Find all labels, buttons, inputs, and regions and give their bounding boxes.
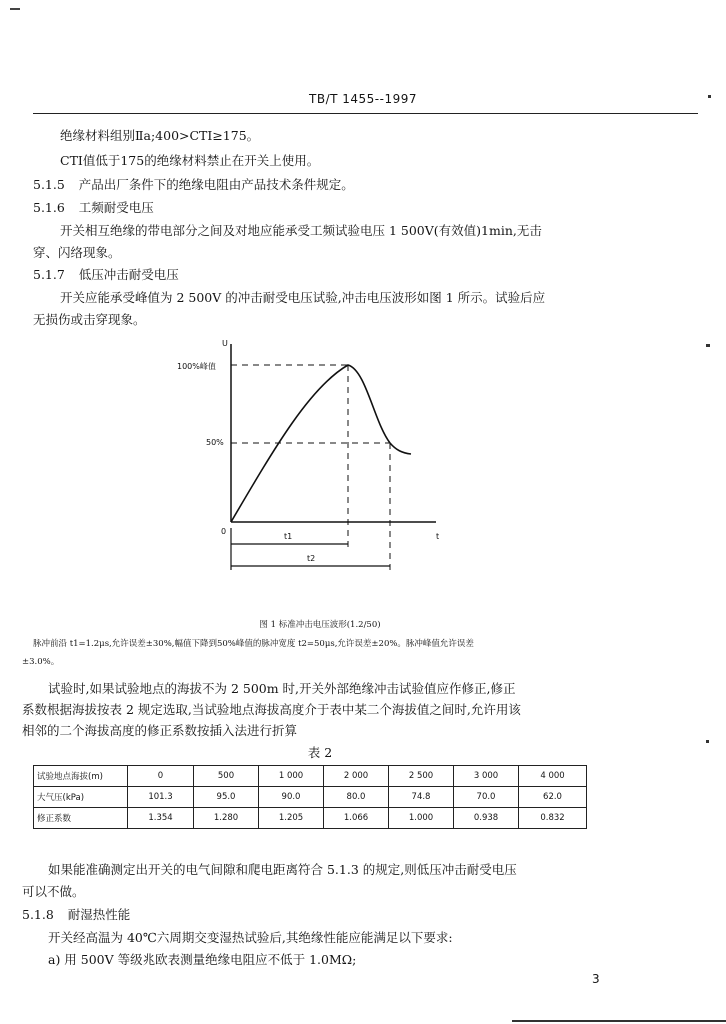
- section-number: 5.1.6: [33, 200, 65, 215]
- altitude-paragraph-line3: 相邻的二个海拔高度的修正系数按插入法进行折算: [22, 723, 298, 738]
- figure-1-caption: 图 1 标准冲击电压波形(1.2/50): [259, 620, 381, 630]
- table-cell: 74.8: [389, 787, 454, 808]
- damp-heat-item-a: a) 用 500V 等级兆欧表测量绝缘电阻应不低于 1.0MΩ;: [48, 952, 357, 967]
- clearance-paragraph-line1: 如果能准确测定出开关的电气间隙和爬电距离符合 5.1.3 的规定,则低压冲击耐受电压: [48, 862, 517, 877]
- table-cell: 101.3: [128, 787, 194, 808]
- table-cell: 0: [128, 766, 194, 787]
- table-cell: 1.205: [259, 808, 324, 829]
- section-title: 工频耐受电压: [78, 200, 154, 215]
- table-cell: 0.938: [454, 808, 519, 829]
- section-title: 耐湿热性能: [67, 907, 131, 922]
- figure-note-line2: ±3.0%。: [22, 657, 60, 667]
- table-cell: 90.0: [259, 787, 324, 808]
- impulse-waveform-figure: [160, 332, 460, 582]
- power-frequency-paragraph-line1: 开关相互绝缘的带电部分之间及对地应能承受工频试验电压 1 500V(有效值)1min,无击: [60, 223, 542, 238]
- half-level-label: 50%: [206, 438, 224, 447]
- table-2-title: 表 2: [307, 745, 333, 760]
- insulation-group-line: 绝缘材料组别Ⅱa;400>CTI≥175。: [60, 128, 260, 143]
- power-frequency-paragraph-line2: 穿、闪络现象。: [33, 245, 121, 260]
- section-5-1-8-heading: [22, 905, 130, 923]
- scan-edge-line: [512, 1020, 726, 1022]
- table-cell: 2 500: [389, 766, 454, 787]
- section-5-1-5: [33, 175, 354, 193]
- table-cell: 2 000: [324, 766, 389, 787]
- origin-label: 0: [221, 527, 227, 536]
- table-cell: 1.000: [389, 808, 454, 829]
- table-cell: 1.280: [194, 808, 259, 829]
- table-cell: 95.0: [194, 787, 259, 808]
- x-axis-label: t: [436, 532, 440, 541]
- altitude-paragraph-line1: 试验时,如果试验地点的海拔不为 2 500m 时,开关外部绝缘冲击试验值应作修正,修正: [48, 681, 516, 696]
- t1-label: t1: [284, 532, 293, 541]
- t2-label: t2: [307, 554, 316, 563]
- impulse-paragraph-line2: 无损伤或击穿现象。: [33, 312, 146, 327]
- row-header-altitude: 试验地点海拔(m): [34, 766, 128, 787]
- altitude-paragraph-line2: 系数根据海拔按表 2 规定选取,当试验地点海拔高度介于表中某二个海拔值之间时,允许用该: [22, 702, 521, 717]
- section-number: 5.1.8: [22, 907, 54, 922]
- section-5-1-6-heading: [33, 198, 154, 216]
- scan-mark-right-3: [706, 740, 709, 743]
- section-number: 5.1.7: [33, 267, 65, 282]
- header-rule: [33, 113, 698, 114]
- table-row-pressure: [34, 787, 587, 808]
- table-cell: 1.354: [128, 808, 194, 829]
- damp-heat-paragraph: 开关经高温为 40℃六周期交变湿热试验后,其绝缘性能应能满足以下要求:: [48, 930, 453, 945]
- peak-level-label: 100%峰值: [177, 362, 216, 371]
- table-cell: 62.0: [519, 787, 587, 808]
- table-cell: 500: [194, 766, 259, 787]
- table-cell: 1.066: [324, 808, 389, 829]
- scan-mark-right-2: [706, 344, 710, 347]
- standard-number-header: TB/T 1455--1997: [309, 92, 417, 106]
- table-cell: 80.0: [324, 787, 389, 808]
- table-cell: 3 000: [454, 766, 519, 787]
- page-number: 3: [592, 972, 600, 986]
- table-cell: 70.0: [454, 787, 519, 808]
- table-cell: 0.832: [519, 808, 587, 829]
- altitude-correction-table: [33, 765, 587, 829]
- table-row-altitude: [34, 766, 587, 787]
- section-text: 产品出厂条件下的绝缘电阻由产品技术条件规定。: [78, 177, 354, 192]
- figure-note-line1: 脉冲前沿 t1=1.2μs,允许误差±30%,幅值下降到50%峰值的脉冲宽度 t2=50μs,允许误差±20%。脉冲峰值允许误差: [33, 639, 474, 649]
- table-cell: 4 000: [519, 766, 587, 787]
- section-number: 5.1.5: [33, 177, 65, 192]
- table-cell: 1 000: [259, 766, 324, 787]
- row-header-factor: 修正系数: [34, 808, 128, 829]
- scan-mark-top-left: [10, 8, 20, 10]
- y-axis-label: U: [222, 339, 228, 348]
- cti-prohibition-line: CTI值低于175的绝缘材料禁止在开关上使用。: [60, 153, 320, 168]
- clearance-paragraph-line2: 可以不做。: [22, 884, 85, 899]
- section-title: 低压冲击耐受电压: [78, 267, 179, 282]
- row-header-pressure: 大气压(kPa): [34, 787, 128, 808]
- table-row-factor: [34, 808, 587, 829]
- section-5-1-7-heading: [33, 265, 179, 283]
- impulse-paragraph-line1: 开关应能承受峰值为 2 500V 的冲击耐受电压试验,冲击电压波形如图 1 所示。试验后应: [60, 290, 546, 305]
